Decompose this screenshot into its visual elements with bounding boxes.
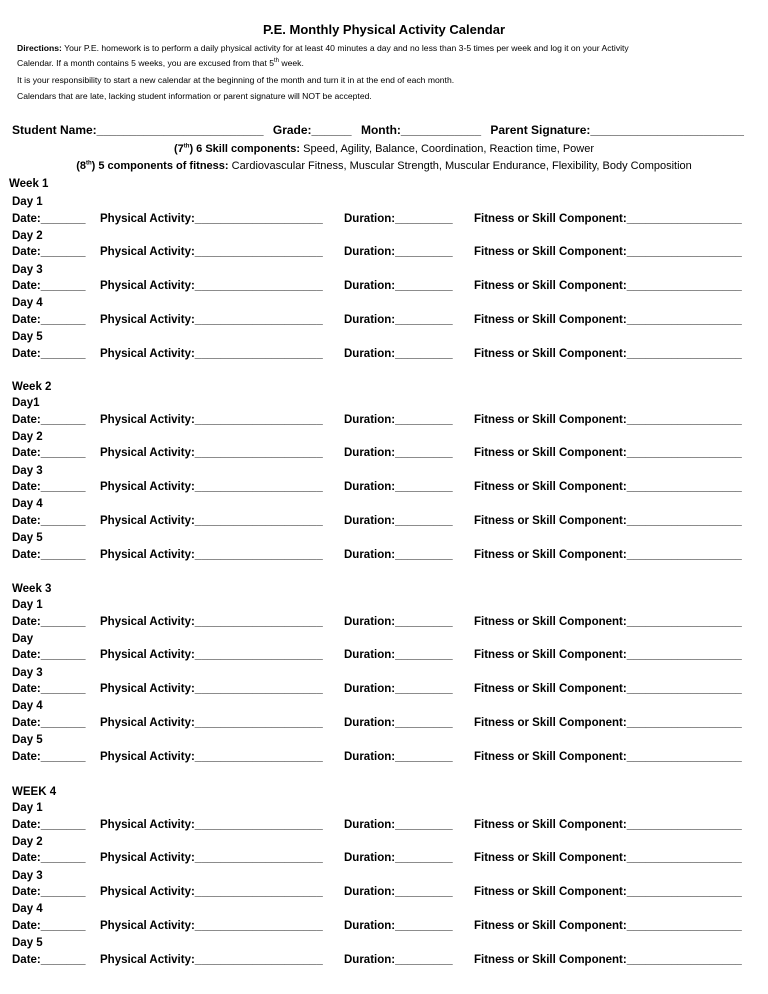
duration-field[interactable]: Duration:_________ <box>344 649 453 662</box>
day-label: Day 3 <box>12 869 43 882</box>
date-field[interactable]: Date:_______ <box>12 852 86 865</box>
physical-activity-field[interactable]: Physical Activity:____________________ <box>100 919 323 932</box>
activity-row <box>0 447 768 463</box>
activity-row <box>0 314 768 330</box>
date-field[interactable]: Date:_______ <box>12 313 86 326</box>
student-name-field[interactable]: Student Name:_________________________ <box>12 123 264 137</box>
date-field[interactable]: Date:_______ <box>12 246 86 259</box>
page-title: P.E. Monthly Physical Activity Calendar <box>262 22 506 37</box>
date-field[interactable]: Date:_______ <box>12 683 86 696</box>
grade-field[interactable]: Grade:______ <box>272 123 352 137</box>
physical-activity-field[interactable]: Physical Activity:____________________ <box>100 750 323 763</box>
date-field[interactable]: Date:_______ <box>12 716 86 729</box>
physical-activity-field[interactable]: Physical Activity:____________________ <box>100 548 323 561</box>
fitness-components-list: Cardiovascular Fitness, Muscular Strength, Muscular Endurance, Flexibility, Body Composition <box>228 160 692 172</box>
date-field[interactable]: Date:_______ <box>12 886 86 899</box>
fitness-skill-component-field[interactable]: Fitness or Skill Component:__________________ <box>474 313 742 326</box>
date-field[interactable]: Date:_______ <box>12 750 86 763</box>
duration-field[interactable]: Duration:_________ <box>344 514 453 527</box>
day-label: Day <box>12 632 34 645</box>
activity-row <box>0 852 768 868</box>
directions-sup: th <box>274 58 280 65</box>
date-field[interactable]: Date:_______ <box>12 649 86 662</box>
duration-field[interactable]: Duration:_________ <box>344 481 453 494</box>
fitness-skill-component-field[interactable]: Fitness or Skill Component:__________________ <box>474 716 742 729</box>
day-label: Day 1 <box>12 802 43 814</box>
fitness-skill-component-field[interactable]: Fitness or Skill Component:__________________ <box>474 548 742 561</box>
activity-row <box>0 886 768 902</box>
date-field[interactable]: Date:_______ <box>12 953 86 966</box>
activity-row <box>0 717 768 733</box>
duration-field[interactable]: Duration:_________ <box>344 548 453 561</box>
activity-row <box>0 616 768 632</box>
physical-activity-field[interactable]: Physical Activity:____________________ <box>100 615 323 628</box>
fitness-components-label: (8th) 5 components of fitness: <box>76 160 229 172</box>
physical-activity-field[interactable]: Physical Activity:____________________ <box>100 246 323 259</box>
directions-label: Directions: <box>17 43 62 53</box>
date-field[interactable]: Date:_______ <box>12 481 86 494</box>
day-label: Day 3 <box>12 464 43 477</box>
date-field[interactable]: Date:_______ <box>12 514 86 527</box>
skill-components-list: Speed, Agility, Balance, Coordination, Reaction time, Power <box>300 143 594 155</box>
fitness-skill-component-field[interactable]: Fitness or Skill Component:__________________ <box>474 481 742 494</box>
duration-field[interactable]: Duration:_________ <box>344 886 453 899</box>
activity-row <box>0 481 768 497</box>
fitness-skill-component-field[interactable]: Fitness or Skill Component:__________________ <box>474 818 742 831</box>
week-label: Week 1 <box>9 178 49 190</box>
date-field[interactable]: Date:_______ <box>12 280 86 293</box>
date-field[interactable]: Date:_______ <box>12 347 86 360</box>
duration-field[interactable]: Duration:_________ <box>344 953 453 966</box>
physical-activity-field[interactable]: Physical Activity:____________________ <box>100 683 323 696</box>
directions-line-2 <box>17 58 757 69</box>
week-label: Week 3 <box>12 583 52 595</box>
fitness-skill-component-field[interactable]: Fitness or Skill Component:__________________ <box>474 514 742 527</box>
skill-components-label: (7th) 6 Skill components: <box>174 143 301 155</box>
day-label: Day 4 <box>12 297 43 310</box>
day-label: Day 3 <box>12 666 43 679</box>
fitness-skill-component-field[interactable]: Fitness or Skill Component:__________________ <box>474 347 742 360</box>
duration-field[interactable]: Duration:_________ <box>344 716 453 729</box>
physical-activity-field[interactable]: Physical Activity:____________________ <box>100 649 323 662</box>
physical-activity-field[interactable]: Physical Activity:____________________ <box>100 514 323 527</box>
physical-activity-field[interactable]: Physical Activity:____________________ <box>100 212 323 225</box>
activity-row <box>0 819 768 835</box>
fitness-skill-component-field[interactable]: Fitness or Skill Component:__________________ <box>474 212 742 225</box>
fitness-skill-component-field[interactable]: Fitness or Skill Component:__________________ <box>474 413 742 426</box>
parent-signature-field[interactable]: Parent Signature:_______________________ <box>490 123 744 137</box>
physical-activity-field[interactable]: Physical Activity:____________________ <box>100 953 323 966</box>
directions-text-1: Your P.E. homework is to perform a daily physical activity for at least 40 minutes a day and no less than 3-5 times per week and log it on your Activity <box>64 43 629 53</box>
date-field[interactable]: Date:_______ <box>12 615 86 628</box>
week-label: Week 2 <box>12 381 52 393</box>
activity-row <box>0 246 768 262</box>
duration-field[interactable]: Duration:_________ <box>344 280 453 293</box>
date-field[interactable]: Date:_______ <box>12 447 86 460</box>
day-label: Day 1 <box>12 196 43 208</box>
fitness-skill-component-field[interactable]: Fitness or Skill Component:__________________ <box>474 649 742 662</box>
fitness-skill-component-field[interactable]: Fitness or Skill Component:__________________ <box>474 280 742 293</box>
activity-row <box>0 954 768 970</box>
date-field[interactable]: Date:_______ <box>12 818 86 831</box>
physical-activity-field[interactable]: Physical Activity:____________________ <box>100 280 323 293</box>
directions-line-1 <box>17 43 757 54</box>
fitness-skill-component-field[interactable]: Fitness or Skill Component:__________________ <box>474 683 742 696</box>
date-field[interactable]: Date:_______ <box>12 212 86 225</box>
duration-field[interactable]: Duration:_________ <box>344 818 453 831</box>
directions-line-4: Calendars that are late, lacking student information or parent signature will NOT be accepted. <box>17 91 372 101</box>
duration-field[interactable]: Duration:_________ <box>344 919 453 932</box>
activity-row <box>0 649 768 665</box>
duration-field[interactable]: Duration:_________ <box>344 347 453 360</box>
duration-field[interactable]: Duration:_________ <box>344 683 453 696</box>
date-field[interactable]: Date:_______ <box>12 919 86 932</box>
date-field[interactable]: Date:_______ <box>12 548 86 561</box>
duration-field[interactable]: Duration:_________ <box>344 313 453 326</box>
fitness-skill-component-field[interactable]: Fitness or Skill Component:__________________ <box>474 447 742 460</box>
day-label: Day 5 <box>12 532 43 545</box>
physical-activity-field[interactable]: Physical Activity:____________________ <box>100 347 323 360</box>
day-label: Day1 <box>12 397 40 409</box>
physical-activity-field[interactable]: Physical Activity:____________________ <box>100 852 323 865</box>
fitness-skill-component-field[interactable]: Fitness or Skill Component:__________________ <box>474 750 742 763</box>
physical-activity-field[interactable]: Physical Activity:____________________ <box>100 413 323 426</box>
day-label: Day 5 <box>12 734 43 747</box>
physical-activity-field[interactable]: Physical Activity:____________________ <box>100 447 323 460</box>
fitness-skill-component-field[interactable]: Fitness or Skill Component:__________________ <box>474 886 742 899</box>
activity-row <box>0 920 768 936</box>
skill-components-line <box>0 143 768 155</box>
physical-activity-field[interactable]: Physical Activity:____________________ <box>100 886 323 899</box>
day-label: Day 1 <box>12 599 43 611</box>
physical-activity-field[interactable]: Physical Activity:____________________ <box>100 481 323 494</box>
duration-field[interactable]: Duration:_________ <box>344 212 453 225</box>
fitness-components-line <box>0 160 768 172</box>
duration-field[interactable]: Duration:_________ <box>344 852 453 865</box>
duration-field[interactable]: Duration:_________ <box>344 413 453 426</box>
activity-row <box>0 683 768 699</box>
fitness-skill-component-field[interactable]: Fitness or Skill Component:__________________ <box>474 246 742 259</box>
day-label: Day 4 <box>12 903 43 916</box>
activity-row <box>0 280 768 296</box>
day-label: Day 2 <box>12 229 43 242</box>
fitness-skill-component-field[interactable]: Fitness or Skill Component:__________________ <box>474 852 742 865</box>
activity-row <box>0 549 768 565</box>
physical-activity-field[interactable]: Physical Activity:____________________ <box>100 313 323 326</box>
day-label: Day 4 <box>12 700 43 713</box>
fitness-skill-component-field[interactable]: Fitness or Skill Component:__________________ <box>474 615 742 628</box>
directions-text-2a: Calendar. If a month contains 5 weeks, you are excused from that 5 <box>17 58 274 68</box>
week-label: WEEK 4 <box>12 786 57 798</box>
duration-field[interactable]: Duration:_________ <box>344 750 453 763</box>
day-label: Day 5 <box>12 937 43 950</box>
duration-field[interactable]: Duration:_________ <box>344 615 453 628</box>
day-label: Day 3 <box>12 263 43 276</box>
physical-activity-field[interactable]: Physical Activity:____________________ <box>100 716 323 729</box>
activity-row <box>0 751 768 767</box>
day-label: Day 4 <box>12 498 43 511</box>
directions-text-2b: week. <box>279 58 304 68</box>
student-info-line <box>12 123 750 137</box>
day-label: Day 2 <box>12 835 43 848</box>
day-label: Day 2 <box>12 430 43 443</box>
activity-row <box>0 348 768 364</box>
duration-field[interactable]: Duration:_________ <box>344 447 453 460</box>
fitness-skill-component-field[interactable]: Fitness or Skill Component:__________________ <box>474 953 742 966</box>
fitness-skill-component-field[interactable]: Fitness or Skill Component:__________________ <box>474 919 742 932</box>
activity-row <box>0 414 768 430</box>
date-field[interactable]: Date:_______ <box>12 413 86 426</box>
activity-row <box>0 213 768 229</box>
activity-row <box>0 515 768 531</box>
directions-line-3: It is your responsibility to start a new calendar at the beginning of the month and turn it in at the end of each month. <box>17 75 455 85</box>
physical-activity-field[interactable]: Physical Activity:____________________ <box>100 818 323 831</box>
month-field[interactable]: Month:____________ <box>360 123 482 137</box>
duration-field[interactable]: Duration:_________ <box>344 246 453 259</box>
day-label: Day 5 <box>12 331 43 344</box>
